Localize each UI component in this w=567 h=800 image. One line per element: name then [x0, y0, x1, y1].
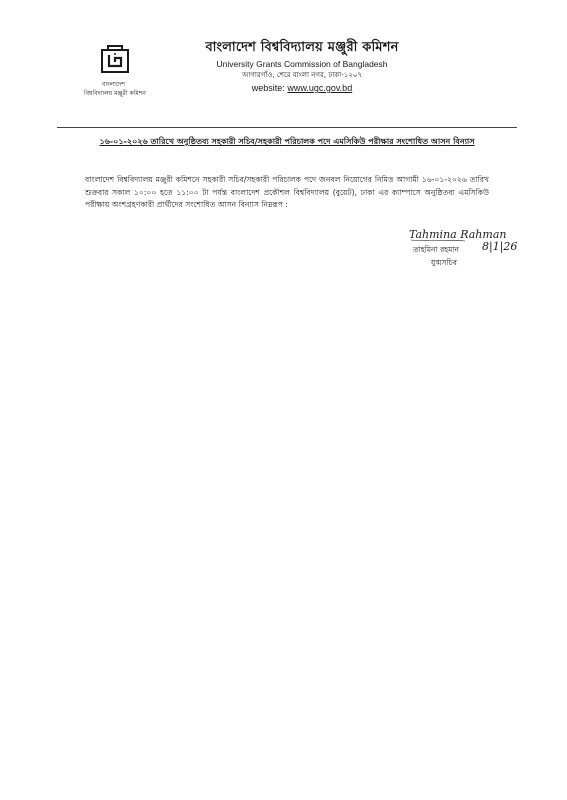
signature-date: 8|1|26 [482, 240, 518, 253]
website-label: website: [251, 83, 285, 93]
organization-website [182, 82, 422, 95]
logo-caption [84, 80, 184, 98]
header-divider [57, 127, 517, 128]
notice-body: বাংলাদেশ বিশ্ববিদ্যালয় মঞ্জুরী কমিশনে সহকারী সচিব/সহকারী পরিচালক পদে জনবল নিয়োগের নিমিত্ত আগামী ১৬-০১-২০২৬ তারিখ শুক্রবার সকাল ১০:০০ হতে ১১:০০ টা পর্যন্ত বাংলাদেশ প্রকৌশল বিশ্ববিদ্যালয় (বুয়েট), ঢাকা এর ক্যাম্পাসে অনুষ্ঠিতব্য এমসিকিউ পরীক্ষায় অংশগ্রহণকারী প্রার্থীদের সংশোধিত আসন বিন্যাস নিম্নরূপ : [85, 175, 489, 209]
notice-title: ১৬-০১-২০২৬ তারিখে অনুষ্ঠিতব্য সহকারী সচিব/সহকারী পরিচালক পদে এমসিকিউ পরীক্ষার সংশোধিত আসন বিন্যাস [99, 137, 475, 146]
organization-address: আগারগাঁও, শেরে বাংলা নগর, ঢাকা-১২০৭ [242, 71, 362, 79]
organization-name-bn: বাংলাদেশ বিশ্ববিদ্যালয় মঞ্জুরী কমিশন [205, 40, 399, 55]
signatory-name: তাহমিনা রহমান [413, 245, 459, 254]
website-link[interactable]: www.ugc.gov.bd [287, 83, 353, 93]
signatory-designation: যুগ্মসচিব [431, 258, 457, 267]
ugc-logo-icon [100, 44, 130, 74]
signature-text: Tahmina Rahman [409, 228, 507, 241]
organization-name-en: University Grants Commission of Bangladesh [216, 59, 388, 69]
letterhead [182, 40, 422, 95]
logo-caption-line1: বাংলাদেশ [102, 81, 125, 88]
logo-caption-line2: বিশ্ববিদ্যালয় মঞ্জুরী কমিশন [84, 90, 146, 97]
